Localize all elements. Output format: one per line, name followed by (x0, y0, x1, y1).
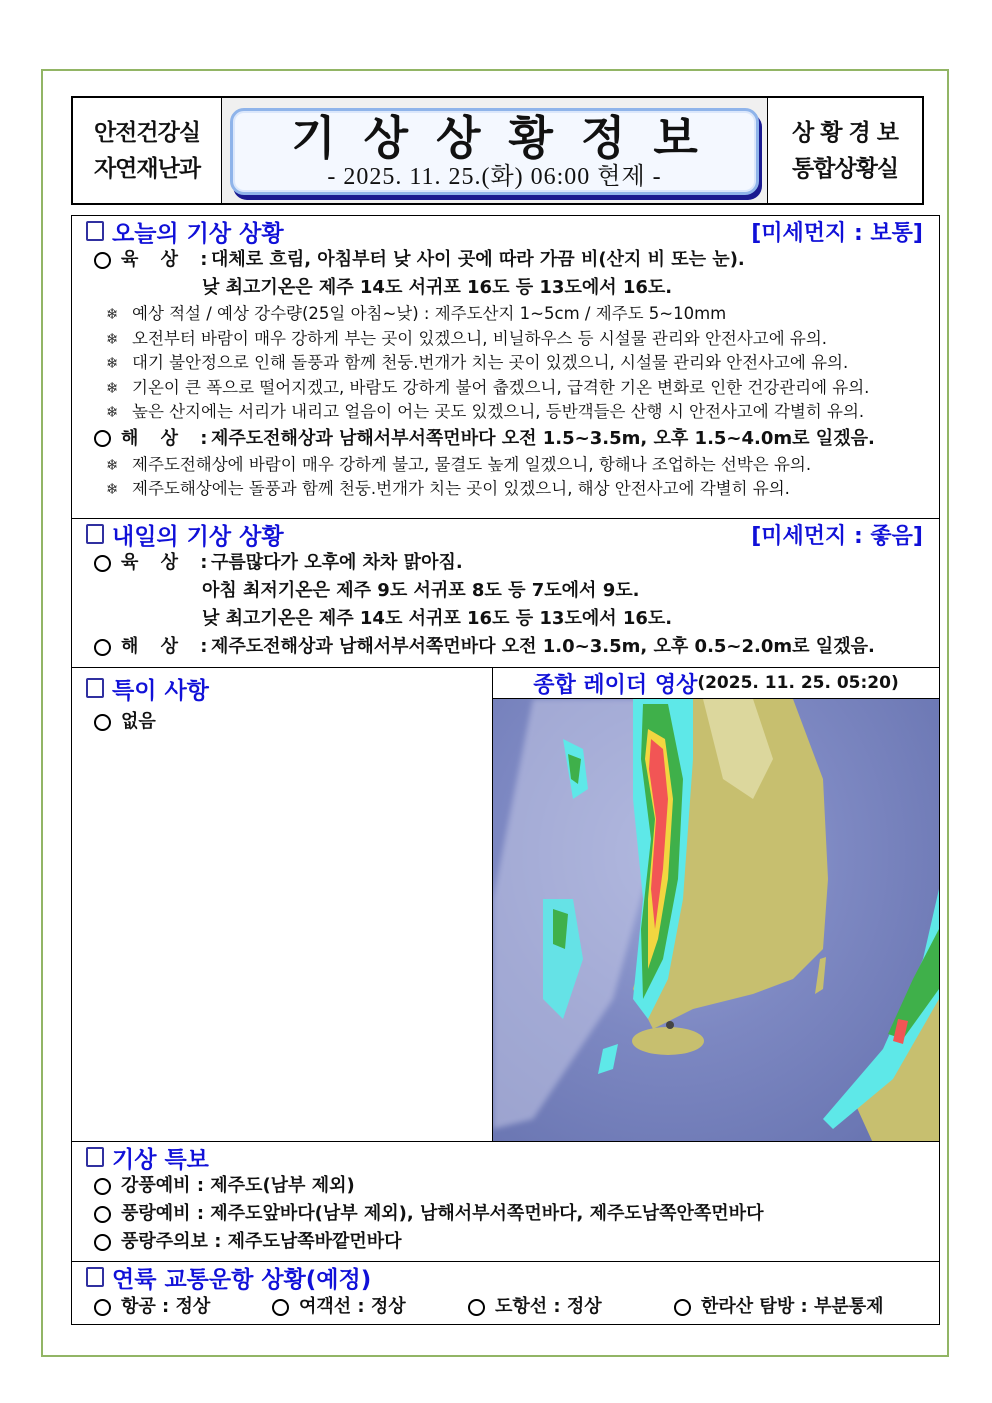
land-text-2: 낮 최고기온은 제주 14도 서귀포 16도 등 13도에서 16도. (202, 277, 673, 298)
asterisk-icon: ❄ (106, 305, 119, 323)
report-header (71, 96, 924, 205)
land-forecast (72, 246, 939, 274)
weather-warnings-section (71, 1141, 940, 1262)
radar-panel (493, 668, 939, 1141)
circle-bullet-icon (468, 1299, 485, 1316)
office-block (767, 98, 922, 203)
land-text-1: 구름많다가 오후에 차차 맑아짐. (211, 552, 463, 573)
checkbox-square-icon (86, 221, 104, 241)
land-temp (72, 274, 939, 302)
circle-bullet-icon (94, 1299, 111, 1316)
warning-item: 강풍예비 : 제주도(남부 제외) (72, 1172, 939, 1200)
sea-forecast (72, 633, 939, 661)
page-title: 기상상황정보 (291, 110, 726, 165)
fine-dust-status: [미세먼지 : 좋음] (751, 523, 923, 549)
circle-bullet-icon (272, 1299, 289, 1316)
section-header (72, 216, 939, 246)
land-min-temp: 아침 최저기온은 제주 9도 서귀포 8도 등 7도에서 9도. (202, 580, 640, 601)
land-max-temp: 낮 최고기온은 제주 14도 서귀포 16도 등 13도에서 16도. (202, 608, 673, 629)
fine-dust-status: [미세먼지 : 보통] (751, 220, 923, 246)
note-item: ❄ 예상 적설 / 예상 강수량(25일 아침~낮) : 제주도산지 1~5cm / 제주도 5~10mm (72, 302, 939, 327)
department-block (73, 98, 222, 203)
special-notes (72, 668, 493, 1141)
radar-image (493, 699, 939, 1141)
section-header (72, 1262, 939, 1292)
asterisk-icon: ❄ (106, 403, 119, 421)
office-line2: 통합상황실 (791, 155, 899, 182)
circle-bullet-icon (94, 1178, 111, 1195)
warning-item: 풍랑예비 : 제주도앞바다(남부 제외), 남해서부서쪽먼바다, 제주도남쪽안쪽먼바다 (72, 1200, 939, 1228)
note-item: ❄ 대기 불안정으로 인해 돌풍과 함께 천둥.번개가 치는 곳이 있겠으니, 시설물 관리와 안전사고에 유의. (72, 351, 939, 376)
radar-map-graphic (493, 699, 939, 1141)
note-item: ❄ 높은 산지에는 서리가 내리고 얼음이 어는 곳도 있겠으니, 등반객들은 산행 시 안전사고에 각별히 유의. (72, 400, 939, 425)
special-item: 없음 (72, 708, 492, 736)
department-line1: 안전건강실 (93, 119, 201, 146)
checkbox-square-icon (86, 524, 104, 544)
special-and-radar-section (71, 667, 940, 1142)
section-title: 내일의 기상 상황 (112, 523, 284, 550)
sea-text: 제주도전해상과 남해서부서쪽먼바다 오전 1.0~3.5m, 오후 0.5~2.0m로 일겠음. (211, 636, 875, 657)
traffic-status-section (71, 1261, 940, 1325)
asterisk-icon: ❄ (106, 354, 119, 372)
asterisk-icon: ❄ (106, 378, 119, 397)
office-line1: 상 황 경 보 (792, 119, 898, 146)
asterisk-icon: ❄ (106, 329, 119, 348)
checkbox-square-icon (86, 1147, 104, 1167)
report-date: - 2025. 11. 25.(화) 06:00 현제 - (327, 163, 662, 190)
sea-label: 해 상 : (121, 427, 216, 449)
circle-bullet-icon (674, 1299, 691, 1316)
traffic-item-hallasan: 한라산 탐방 : 부분통제 (674, 1292, 884, 1322)
land-label: 육 상 : (121, 249, 216, 270)
sea-text: 제주도전해상과 남해서부서쪽먼바다 오전 1.5~3.5m, 오후 1.5~4.0m로 일겠음. (211, 427, 875, 449)
note-item: ❄ 제주도해상에는 돌풍과 함께 천둥.번개가 치는 곳이 있겠으니, 해상 안전사고에 각별히 유의. (72, 477, 939, 502)
asterisk-icon: ❄ (106, 455, 119, 474)
land-label: 육 상 : (121, 552, 216, 573)
radar-title (493, 668, 939, 699)
asterisk-icon: ❄ (106, 480, 119, 498)
section-title: 오늘의 기상 상황 (112, 220, 284, 247)
note-item: ❄ 제주도전해상에 바람이 매우 강하게 불고, 물결도 높게 일겠으니, 항해나 조업하는 선박은 유의. (72, 453, 939, 478)
circle-bullet-icon (94, 555, 111, 572)
traffic-item-air: 항공 : 정상 (94, 1292, 272, 1322)
sea-forecast (72, 425, 939, 453)
land-text-1: 대체로 흐림, 아침부터 낮 사이 곳에 따라 가끔 비(산지 비 또는 눈). (211, 249, 745, 270)
traffic-items (72, 1292, 939, 1322)
tomorrow-weather-section (71, 518, 940, 668)
circle-bullet-icon (94, 639, 111, 656)
traffic-item-island-ferry: 도항선 : 정상 (468, 1292, 674, 1322)
today-weather-section (71, 215, 940, 519)
section-title: 연륙 교통운항 상황(예정) (112, 1266, 372, 1293)
note-item: ❄ 오전부터 바람이 매우 강하게 부는 곳이 있겠으니, 비닐하우스 등 시설물 관리와 안전사고에 유의. (72, 327, 939, 352)
circle-bullet-icon (94, 252, 111, 269)
circle-bullet-icon (94, 1206, 111, 1223)
title-area (222, 98, 767, 203)
section-title: 특이 사항 (112, 677, 209, 704)
checkbox-square-icon (86, 678, 104, 698)
department-line2: 자연재난과 (93, 155, 201, 182)
land-forecast (72, 549, 939, 577)
section-title: 기상 특보 (112, 1146, 209, 1173)
note-item: ❄ 기온이 큰 폭으로 떨어지겠고, 바람도 강하게 불어 춥겠으니, 급격한 기온 변화로 인한 건강관리에 유의. (72, 376, 939, 401)
circle-bullet-icon (94, 714, 111, 731)
circle-bullet-icon (94, 430, 111, 447)
checkbox-square-icon (86, 1267, 104, 1287)
radar-timestamp: (2025. 11. 25. 05:20) (697, 673, 899, 693)
circle-bullet-icon (94, 1234, 111, 1251)
title-box (230, 108, 759, 195)
section-header (72, 668, 492, 708)
radar-title-text: 종합 레이더 영상 (533, 672, 698, 698)
section-header (72, 1142, 939, 1172)
sea-label: 해 상 : (121, 636, 216, 657)
traffic-item-ferry: 여객선 : 정상 (272, 1292, 468, 1322)
section-header (72, 519, 939, 549)
warning-item: 풍랑주의보 : 제주도남쪽바깥먼바다 (72, 1228, 939, 1256)
